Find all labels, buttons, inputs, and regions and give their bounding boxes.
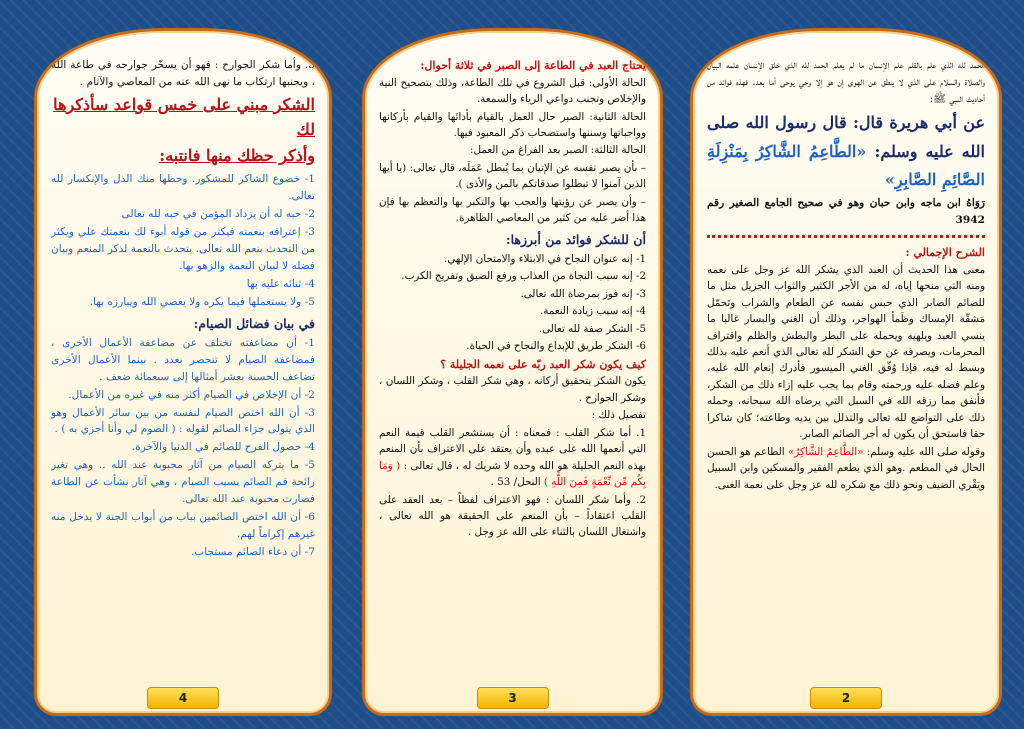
panel-3-content [379, 57, 646, 681]
tongue-gratitude: 2. وأما شكر اللسان : فهو الاعتراف لفظاً – بعد العقد على القلب اعتقاداً – بأن المنعم على الحقيقة هو الله تعالى ، واشتغال اللسان بالثناء على الله عز وجل . [379, 493, 646, 539]
fasting-item: 3- أن الله اختص الصيام لنفسه من بين سائر الأعمال وهو الذي يتولى جزاء الصائم لقوله : ( الصوم لي وأنا أجزي به ) . [51, 406, 315, 436]
panel-2-content [707, 57, 985, 681]
benefit-item: 5- الشكر صفة لله تعالى. [538, 322, 646, 335]
patience-heading: يحتاج العبد في الطاعة إلى الصبر في ثلاثة أحوال: [420, 59, 646, 72]
benefit-item: 4- إنه سبب زيادة النعمة. [539, 305, 646, 318]
rule-item: 1- خضوع الشاكر للمشكور. وحظها منك الذل والإنكسار لله تعالى. [51, 173, 315, 203]
fasting-item: 5- ما يتركه الصيام من آثار محبوبة عند الله .. وهي تغير رائحة فم الصائم بسبب الصيام ، وهي آثار نشأت عن الطاعة فصارت محبوبة عند الله تعالى. [51, 459, 315, 506]
heart-text: 1. أما شكر القلب : فمعناه : أن يستشعر القلب قيمة النعم التي أنعمها الله على عبده وأن يعتقد على الاعتراف بأن المنعم بهذه النعم الجليلة هو الله وحده لا شريك له ، قال تعالى : [379, 426, 646, 472]
rule-item: 5- ولا يستعملها فيما يكره ولا يعصي الله ويبارزه بها. [89, 295, 315, 308]
five-rules-heading: الشكر مبني على خمس قواعد سأذكرها لك [53, 94, 315, 139]
panel-4-content [51, 57, 315, 681]
state-item: الحالة الأولى: قبل الشروع في تلك الطاعة، وذلك بتصحيح النية والإخلاص وتجنب دواعي الرياء والسمعة. [379, 76, 646, 106]
benefit-item: 3- إنه فوز بمرضاة الله تعالى. [520, 287, 646, 300]
explanation-paragraph: معنى هذا الحديث أن العبد الذي يشكر الله عز وجل على نعمه ومنه التي منحها إياه، له من الأجر الكثير والثواب الجزيل مثل ما للصائم الصابر الذي حبس نفسه عن الطعام والشراب وتَحمّل مَشقّة الإمساك وظَمأ الهواجر، وذلك أن الغني والبسار غالبا ما ينسي العبد ويلهيه ويحمله على البطر والبطش والظلم واقتراف المحرمات، ويصرفه عن حق الشكر لله تعالى الذي أنعم عليه بذلك وبسط له فيه، فإذا وُفّق الغني الميسور فأدرك إنعام الله عليه، وعلم فضله عليه ورحمته وقام بما يجب عليه إزاء ذلك من الشكر، فأنفق مما رزقه الله في السبل التي يرضاه الله سبحانه، وحمله ذلك على التواضع لله تعالى والتذلل بين يديه وطاعته؛ كان شاكرا حقا فاستحق أن يكون له أجر الصائم الصابر. [707, 263, 985, 441]
explain2-quote: «الطَّاعِمُ الشَّاكِرُ» [787, 445, 864, 458]
intro-paragraph: الحمد لله الذي علم بالقلم علم الإنسان ما لم يعلم الحمد لله الذي خلق الإنسان علمه البيان والصلاة والسلام على الذي لا ينطق عن الهوى إن هو إلا وحي يوحى أما بعد. فهذه فوائد من أحاديث النبي ﷺ: [707, 59, 985, 105]
hadith-source: رَوَاهُ ابن ماجه وابن حبان وهو في صحيح الجامع الصغير رقم 3942 [707, 197, 985, 227]
benefit-item: 1- إنه عنوان النجاح في الابتلاء والامتحان الإلهي. [443, 252, 646, 265]
panel-page-2 [690, 28, 1002, 716]
details-label: تفصيل ذلك : [591, 409, 646, 422]
fasting-item: 7- أن دعاء الصائم مستجاب. [190, 546, 315, 559]
state-item: الحالة الثالثة: الصبر بعد الفراغ من العمل: [470, 144, 646, 157]
page-number: 2 [810, 687, 882, 709]
how-gratitude-heading: كيف يكون شكر العبد ربّه على نعمه الجليلة ؟ [440, 357, 646, 371]
state-item: – بأن يصبر نفسه عن الإتيان بما يُبطل عَمَلَه، قال تعالى: (يا أيها الذين آمنوا لا تبطلوا صدقاتكم بالمن والأذى ). [379, 161, 646, 191]
panel-page-4 [34, 28, 332, 716]
how-intro: يكون الشكر بتحقيق أركانه ، وهي شكر القلب ، وشكر اللسان ، وشكر الجوارح . [379, 375, 646, 404]
fasting-item: 6- أن الله اختص الصائمين بباب من أبواب الجنة لا يدخل منه غيرهم إكراماً لهم. [51, 511, 315, 541]
rule-item: 4- ثنائه عليه بها [246, 277, 315, 290]
jawarih-paragraph: 3. وأما شكر الجوارح : فهو أن يسخّر جوارحه في طاعة الله ، ويجنبها ارتكاب ما نهى الله عنه من المعاصي والآثام . [51, 59, 315, 88]
heart-gratitude [379, 425, 646, 491]
benefit-item: 6- الشكر طريق للإبداع والنجاح في الحياة. [466, 340, 646, 353]
explain2-pre: وقوله صلى الله عليه وسلم: [866, 445, 985, 458]
hadith-title [707, 109, 985, 195]
fasting-heading: في بيان فضائل الصيام: [193, 315, 315, 331]
explanation-paragraph-2 [707, 444, 985, 493]
rule-item: 3- إعترافه بنعمته فيكثر من قوله أبوء لك بنعمتك علي ويكثر من التحدث بنعم الله تعالى. يتحدث بالنعمة لذكر المنعم وبيان فضله لا لبيان النعمة والزهو بها. [51, 226, 315, 272]
verse-quote: ( وَمَا بِكُم مِّن نِّعْمَةٍ فَمِنَ اللَّهِ ) [379, 459, 646, 489]
benefits-heading: أن للشكر فوائد من أبرزها: [505, 231, 646, 247]
dotted-divider [707, 235, 985, 238]
hadith-lead: عن أبي هريرة قال: قال رسول الله صلى الله عليه وسلم: [707, 112, 985, 161]
explanation-heading: الشرح الإجمالي : [905, 246, 985, 260]
state-item: الحالة الثانية: الصبر حال العمل بالقيام بأدائها والقيام بأركانها وواجباتها وسننها واستصحاب ذكر المعبود فيها. [379, 110, 646, 139]
rule-item: 2- حبه له أن يزداد المؤمن في حبه لله تعالى [121, 208, 315, 221]
explain2-post: الطاعم هو الحسن الحال في المطعم .وهو الذي يطعم الفقير والمسكين وابن السبيل ويَقْري الضيف ونحو ذلك مع شكره لله عز وجل على نعمة الغنى. [707, 445, 985, 491]
fasting-item: 4- حصول الفرح للصائم في الدنيا والآخرة. [131, 441, 315, 454]
page-number: 3 [477, 687, 549, 709]
panel-page-3 [362, 28, 663, 716]
hadith-quote: «الطَّاعِمُ الشَّاكِرُ بِمَنْزِلَةِ الصَّائِمِ الصَّابِرِ» [707, 141, 985, 190]
state-item: – وأن يصبر عن رؤيتها والعجب بها والتكبر بها والتعظم بها فإن هذا أضر عليه من كثير من المعاصي الظاهرة. [379, 195, 646, 225]
fasting-item: 1- أن مضاعفته تختلف عن مضاعفة الأعمال الأخرى ، فمضاعفة الصيام لا تنحصر بعدد . بينما الأعمال الأخرى تضاعف الحسنة بعشر أمثالها إلى سبعمائة ضعف . [51, 336, 315, 383]
fasting-item: 2- أن الإخلاص في الصيام أكثر منه في غيره من الأعمال. [68, 388, 315, 401]
benefit-item: 2- إنه سبب النجاة من العذاب ورفع الضيق وتفريج الكرب. [401, 270, 646, 283]
verse-ref: النحل/ 53 . [490, 476, 541, 489]
your-share-heading: وأذكر حظك منها فانتبه: [159, 146, 315, 166]
page-number: 4 [147, 687, 219, 709]
